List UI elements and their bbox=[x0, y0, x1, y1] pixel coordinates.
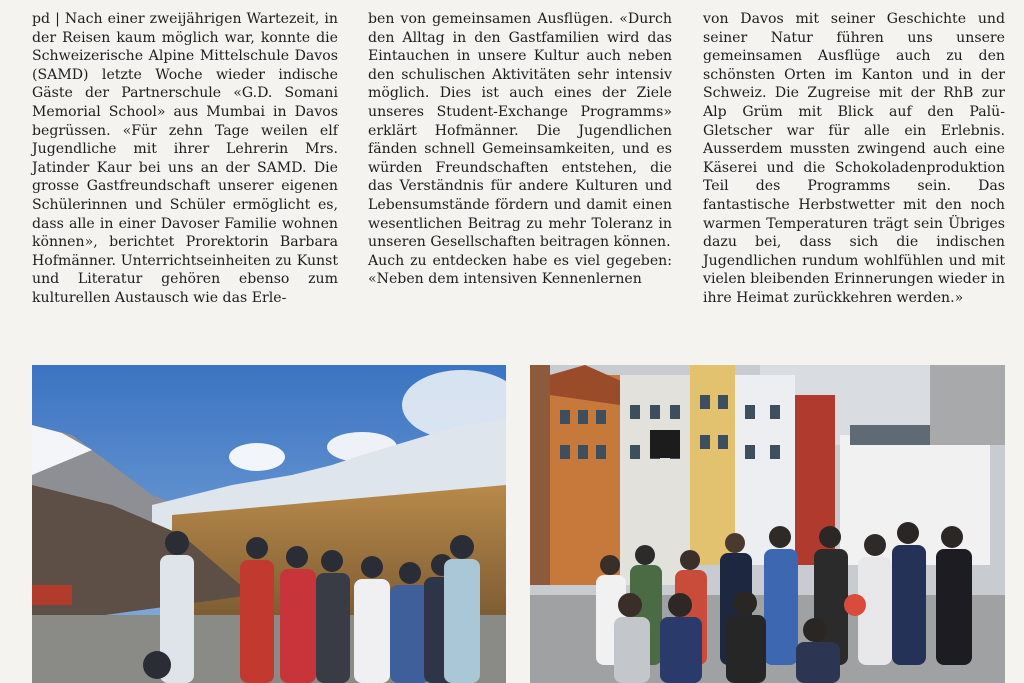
paragraph-text: Nach einer zweijährigen Wartezeit, in der Reisen kaum möglich war, konnte die Schweizerische Alpine Mittelschule Davos (SAMD) letzte Woche wieder indische Gäste der Partnerschule «G.D. Somani Memorial School» aus Mumbai in Davos begrüssen. «Für zehn Tage weilen elf Jugendliche mit ihrer Lehrerin Mrs. Jatinder Kaur bei uns an der SAMD. Die grosse Gastfreundschaft unserer eigenen Schülerinnen und Schüler ermöglicht es, dass alle in einer Davoser Familie wohnen können», berichtet Prorektorin Barbara Hofmänner. Unterrichtseinheiten zu Kunst und Literatur gehören ebenso zum kulturellen Austausch wie das Erle- bbox=[32, 11, 338, 306]
byline: pd | bbox=[32, 11, 65, 27]
paragraph: Auch zu entdecken habe es viel gegeben: «Neben dem intensiven Kennenlernen bbox=[368, 252, 672, 288]
article-column-1 bbox=[32, 10, 338, 308]
article-column-3 bbox=[703, 10, 1005, 308]
photo-town-group bbox=[530, 365, 1005, 683]
paragraph bbox=[32, 10, 338, 308]
mountain-photo-illustration bbox=[32, 365, 506, 683]
paragraph: ben von gemeinsamen Ausflügen. «Durch den Alltag in den Gastfamilien wird das Eintauchen in unsere Kultur auch neben den schulischen Aktivitäten sehr intensiv möglich. Dies ist auch eines der Ziele unseres Student-Exchange Programms» erklärt Hofmänner. Die Jugendlichen fänden schnell Gemeinsamkeiten, und es würden Freundschaften entstehen, die das Verständnis für andere Kulturen und Lebensumstände fördern und damit einen wesentlichen Beitrag zu mehr Toleranz in unseren Gesellschaften beitragen können. bbox=[368, 11, 672, 251]
article-column-2 bbox=[368, 10, 672, 289]
paragraph: von Davos mit seiner Geschichte und seiner Natur führen uns unsere gemeinsamen Ausflüge auch zu den schönsten Orten im Kanton und in der Schweiz. Die Zugreise mit der RhB zur Alp Grüm mit Blick auf den Palü-Gletscher war für alle ein Erlebnis. Ausserdem mussten zwingend auch eine Käserei und die Schokoladenproduktion Teil des Programms sein. Das fantastische Herbstwetter mit den noch warmen Temperaturen trägt sein Übriges dazu bei, dass sich die indischen Jugendlichen rundum wohlfühlen und mit vielen bleibenden Erinnerungen wieder in ihre Heimat zurückkehren werden.» bbox=[703, 11, 1005, 306]
town-photo-illustration bbox=[530, 365, 1005, 683]
photo-mountain-group bbox=[32, 365, 506, 683]
